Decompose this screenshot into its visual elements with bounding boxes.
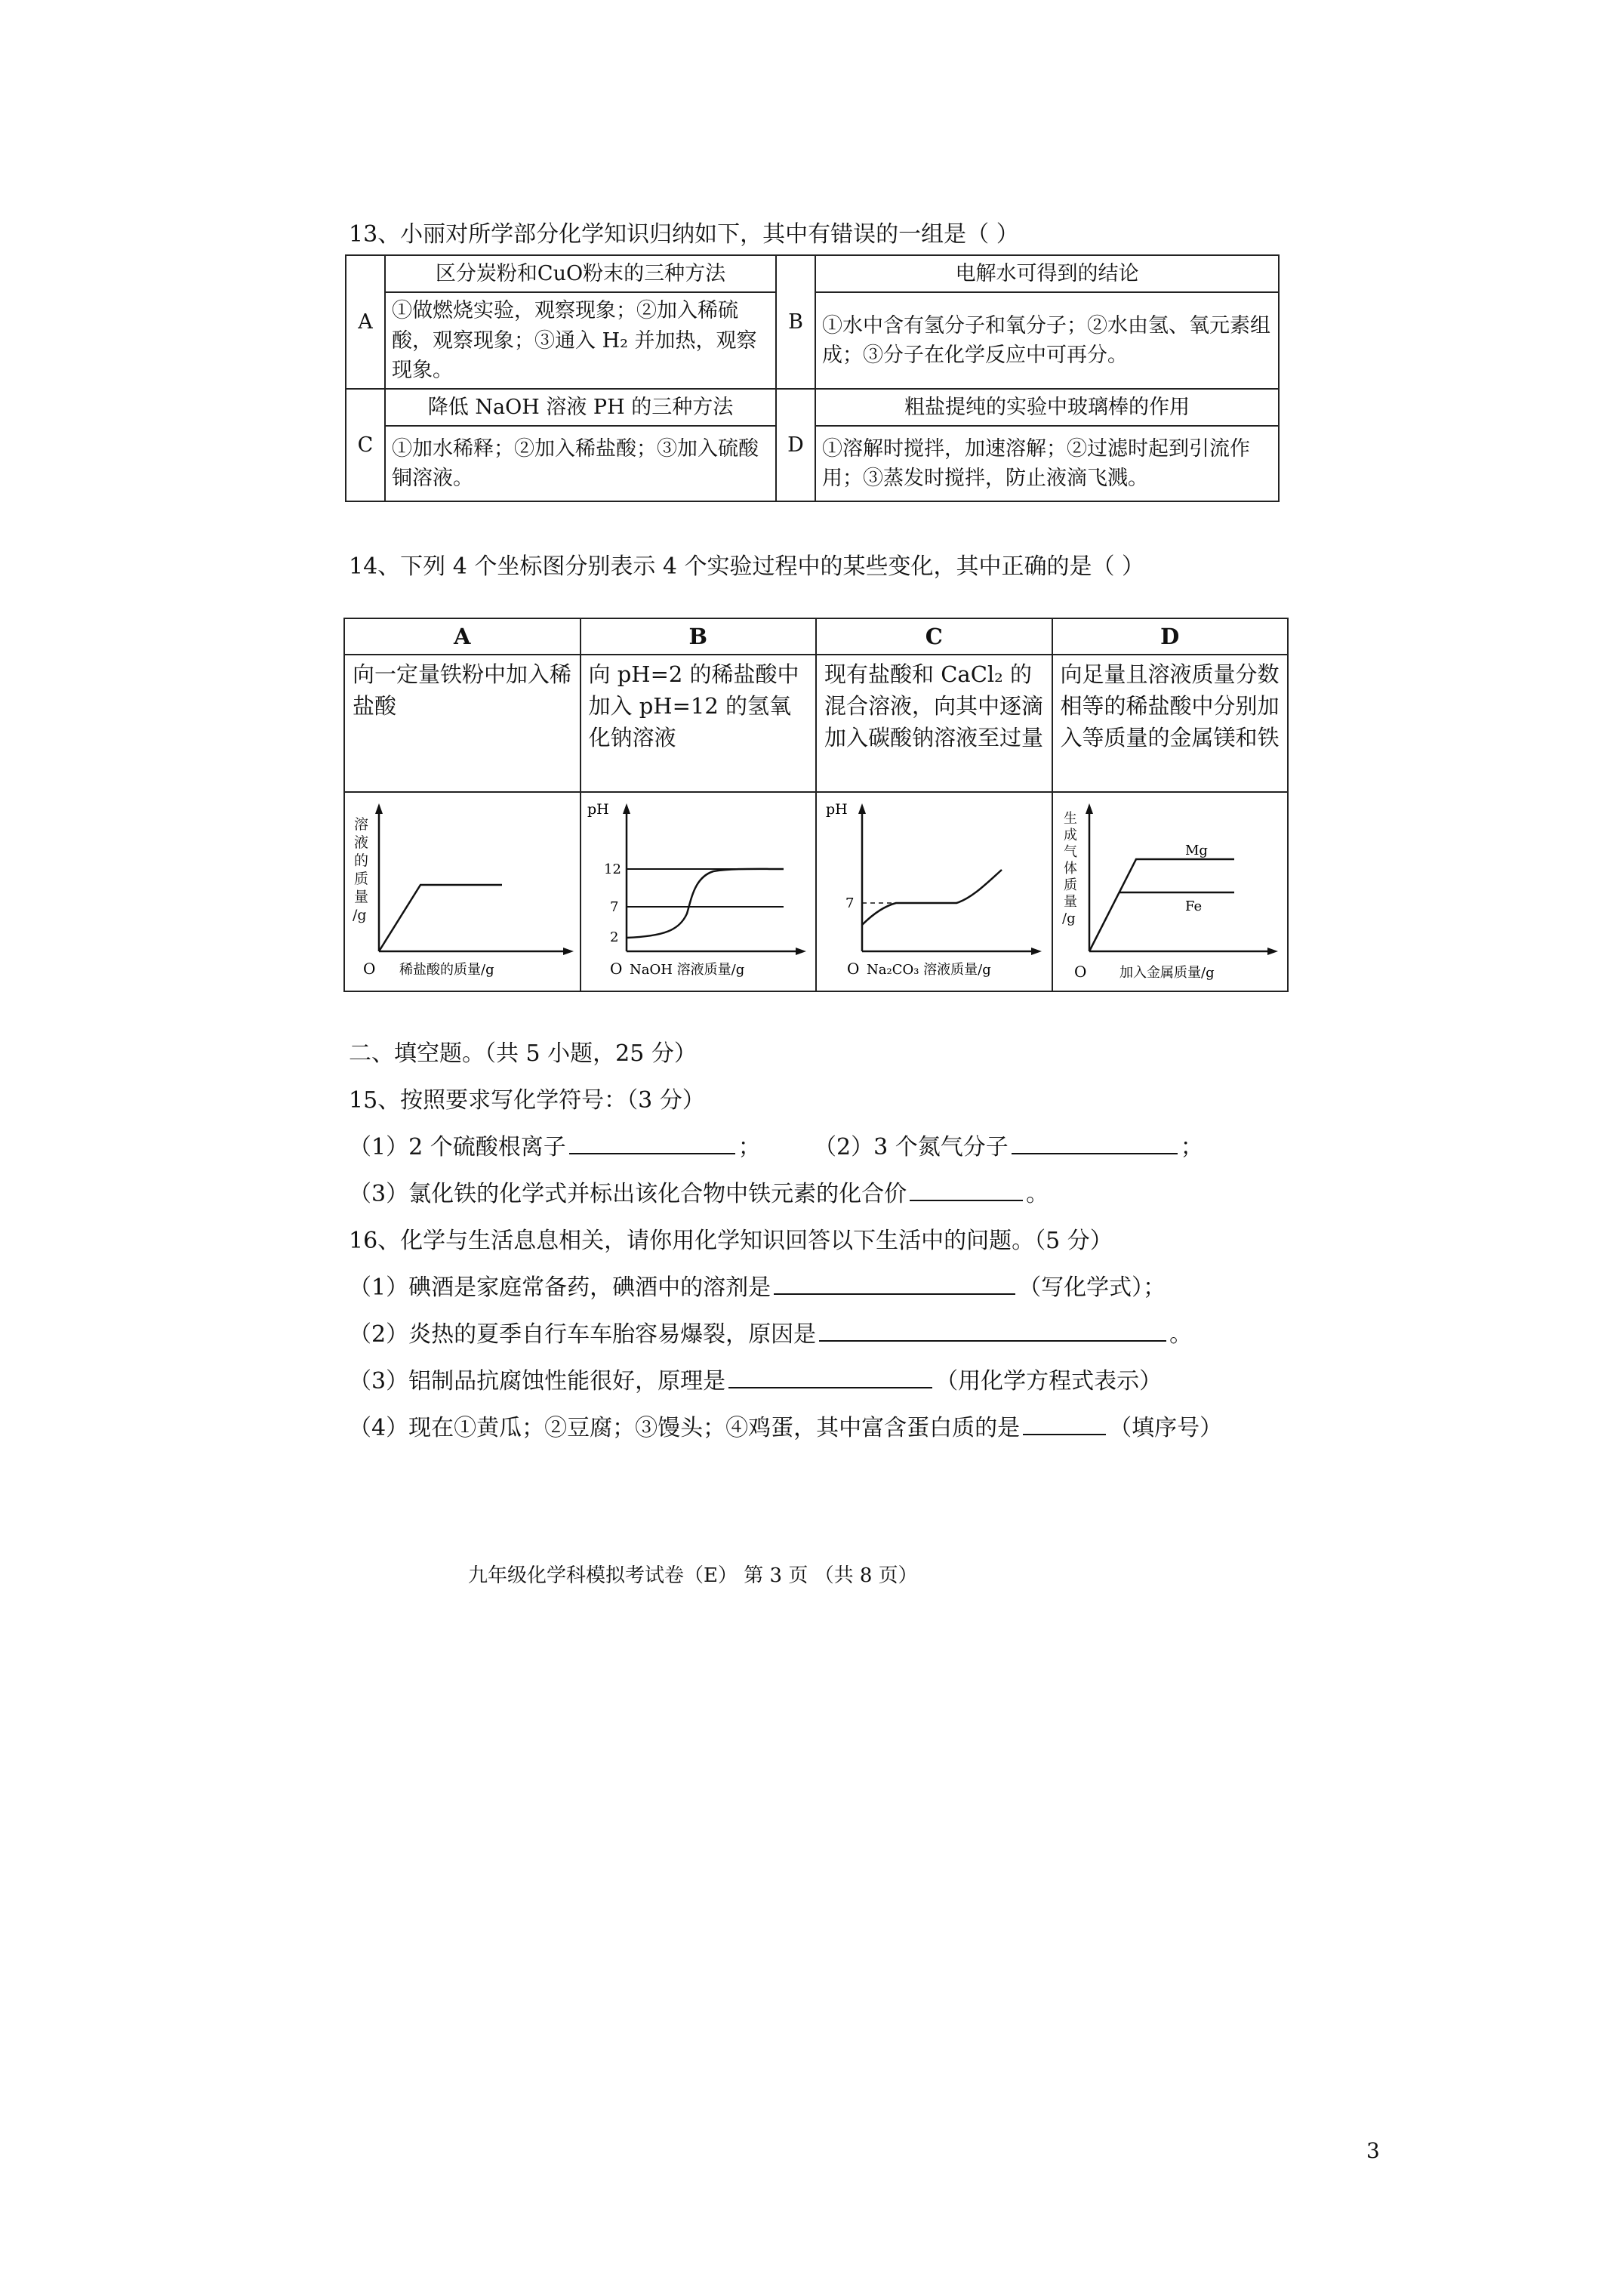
section-2-title: 二、填空题。（共 5 小题，25 分） [349,1040,697,1067]
q16-part-3 [349,1362,1162,1395]
graph-a-svg [345,793,580,991]
q13-b-content: ①水中含有氢分子和氧分子；②水由氢、氧元素组成；③分子在化学反应中可再分。 [815,292,1279,389]
q16-part-3-end: （用化学方程式表示） [935,1368,1163,1395]
q13-a-title: 区分炭粉和CuO粉末的三种方法 [385,255,776,292]
page-footer: 九年级化学科模拟考试卷（E） 第 3 页 （共 8 页） [468,1564,918,1587]
q14-graph-b [581,792,817,991]
q14-col-c-desc: 现有盐酸和 CaCl₂ 的混合溶液，向其中逐滴加入碳酸钠溶液至过量 [816,655,1052,792]
q16-part-4-end: （填序号） [1109,1415,1223,1441]
graph-b-y-arrow [623,803,630,814]
q15-part-2 [814,1128,1203,1161]
q16-part-3-text: （3）铝制品抗腐蚀性能很好，原理是 [349,1368,726,1395]
graph-d-origin: O [1073,963,1086,982]
q15-blank-1[interactable] [569,1130,735,1154]
q16-part-4-text: （4）现在①黄瓜；②豆腐；③馒头；④鸡蛋，其中富含蛋白质的是 [349,1415,1021,1441]
q16-blank-3[interactable] [728,1364,932,1388]
graph-b-ylabel: pH [587,801,609,818]
q13-c-title: 降低 NaOH 溶液 PH 的三种方法 [385,389,776,426]
q13-b-title: 电解水可得到的结论 [815,255,1279,292]
graph-a-x-arrow [563,948,574,955]
graph-d-series-mg: Mg [1184,843,1208,859]
q16-part-2 [349,1315,1192,1348]
q16-blank-4[interactable] [1023,1411,1106,1435]
graph-a-ylabel-2: 的 [354,852,369,870]
graph-a-ylabel-5: /g [353,907,367,924]
q15-part-3-text: （3）氯化铁的化学式并标出该化合物中铁元素的化合价 [349,1181,907,1207]
graph-a-ylabel-3: 质 [354,871,369,888]
q14-col-d-desc: 向足量且溶液质量分数相等的稀盐酸中分别加入等质量的金属镁和铁 [1052,655,1289,792]
q16-part-1 [349,1268,1166,1302]
graph-a-ylabel-4: 量 [354,889,369,906]
q16-part-1-end: （写化学式）； [1018,1274,1166,1301]
q15-blank-3[interactable] [910,1177,1023,1201]
graph-c-tick-7: 7 [845,895,855,912]
q16-blank-2[interactable] [819,1318,1166,1342]
q16-part-4 [349,1409,1222,1442]
q15-part-1 [349,1128,761,1161]
q13-letter-b: B [776,255,815,389]
q14-col-c-label: C [816,618,1052,655]
q13-table [345,254,1280,502]
q15-part-2-text: （2）3 个氮气分子 [814,1134,1009,1160]
q15-blank-2[interactable] [1012,1130,1178,1154]
graph-a-ylabel-0: 溶 [354,816,369,834]
graph-d-x-arrow [1267,948,1278,955]
graph-b-x-arrow [796,948,806,955]
graph-d-series-fe: Fe [1184,898,1202,915]
graph-b-xlabel: NaOH 溶液质量/g [629,962,744,978]
q13-c-content: ①加水稀释；②加入稀盐酸；③加入硫酸铜溶液。 [385,426,776,501]
graph-d-line-mg [1089,859,1234,951]
graph-a-origin: O [363,960,376,978]
q14-col-a-desc: 向一定量铁粉中加入稀盐酸 [344,655,581,792]
graph-d-xlabel: 加入金属质量/g [1119,965,1215,982]
graph-c-xlabel: Na₂CO₃ 溶液质量/g [867,962,991,978]
page-number: 3 [1366,2138,1380,2163]
graph-c-curve [862,870,1002,925]
q13-letter-c: C [346,389,385,501]
graph-c-x-arrow [1031,948,1042,955]
graph-b-tick-2: 2 [609,929,618,946]
q13-a-content: ①做燃烧实验，观察现象；②加入稀硫酸，观察现象；③通入 H₂ 并加热，观察现象。 [385,292,776,389]
graph-a-ylabel-1: 液 [354,834,369,852]
graph-c-origin: O [847,960,860,978]
graph-c-ylabel: pH [826,801,848,818]
graph-b-tick-7: 7 [609,899,618,916]
q15-part-3-end: 。 [1026,1181,1049,1207]
q16-part-2-end: 。 [1169,1321,1193,1348]
q14-graph-a [344,792,581,991]
q16-part-1-text: （1）碘酒是家庭常备药，碘酒中的溶剂是 [349,1274,771,1301]
q15-part-1-text: （1）2 个硫酸根离子 [349,1134,566,1160]
q14-col-b-desc: 向 pH=2 的稀盐酸中加入 pH=12 的氢氧化钠溶液 [581,655,817,792]
q16-stem: 16、化学与生活息息相关，请你用化学知识回答以下生活中的问题。（5 分） [349,1228,1113,1254]
graph-d-ylabel-2: 气 [1063,844,1077,861]
graph-d-ylabel-0: 生 [1063,811,1077,827]
q13-d-title: 粗盐提纯的实验中玻璃棒的作用 [815,389,1279,426]
q14-graph-d [1052,792,1289,991]
graph-d-ylabel-4: 质 [1063,877,1077,894]
graph-a-y-arrow [375,803,383,814]
q16-part-2-text: （2）炎热的夏季自行车车胎容易爆裂，原因是 [349,1321,817,1348]
graph-b-origin: O [609,960,622,978]
q13-stem: 13、小丽对所学部分化学知识归纳如下，其中有错误的一组是（ ） [349,221,1019,248]
graph-d-ylabel-6: /g [1061,911,1076,927]
q14-col-a-label: A [344,618,581,655]
q13-d-content: ①溶解时搅拌，加速溶解；②过滤时起到引流作用；③蒸发时搅拌，防止液滴飞溅。 [815,426,1279,501]
graph-d-ylabel-1: 成 [1063,827,1077,844]
q14-graph-c [816,792,1052,991]
graph-a-curve [379,885,502,951]
q15-stem: 15、按照要求写化学符号：（3 分） [349,1087,705,1114]
q15-part-3 [349,1175,1049,1208]
graph-d-ylabel-3: 体 [1063,861,1077,877]
q14-table [343,618,1289,992]
q14-stem: 14、下列 4 个坐标图分别表示 4 个实验过程中的某些变化，其中正确的是（ ） [349,553,1145,580]
graph-d-svg [1053,793,1288,991]
q13-letter-a: A [346,255,385,389]
graph-b-svg [581,793,816,991]
q15-part-2-end: ； [1180,1134,1203,1160]
q14-col-d-label: D [1052,618,1289,655]
graph-c-y-arrow [858,803,866,814]
graph-b-tick-12: 12 [603,861,621,878]
q15-part-1-end: ； [738,1134,761,1160]
graph-c-svg [817,793,1052,991]
graph-a-xlabel: 稀盐酸的质量/g [399,962,494,978]
q16-blank-1[interactable] [774,1271,1015,1295]
q13-letter-d: D [776,389,815,501]
graph-d-y-arrow [1086,803,1093,814]
graph-d-ylabel-5: 量 [1063,894,1077,911]
q14-col-b-label: B [581,618,817,655]
graph-b-curve [627,869,784,938]
